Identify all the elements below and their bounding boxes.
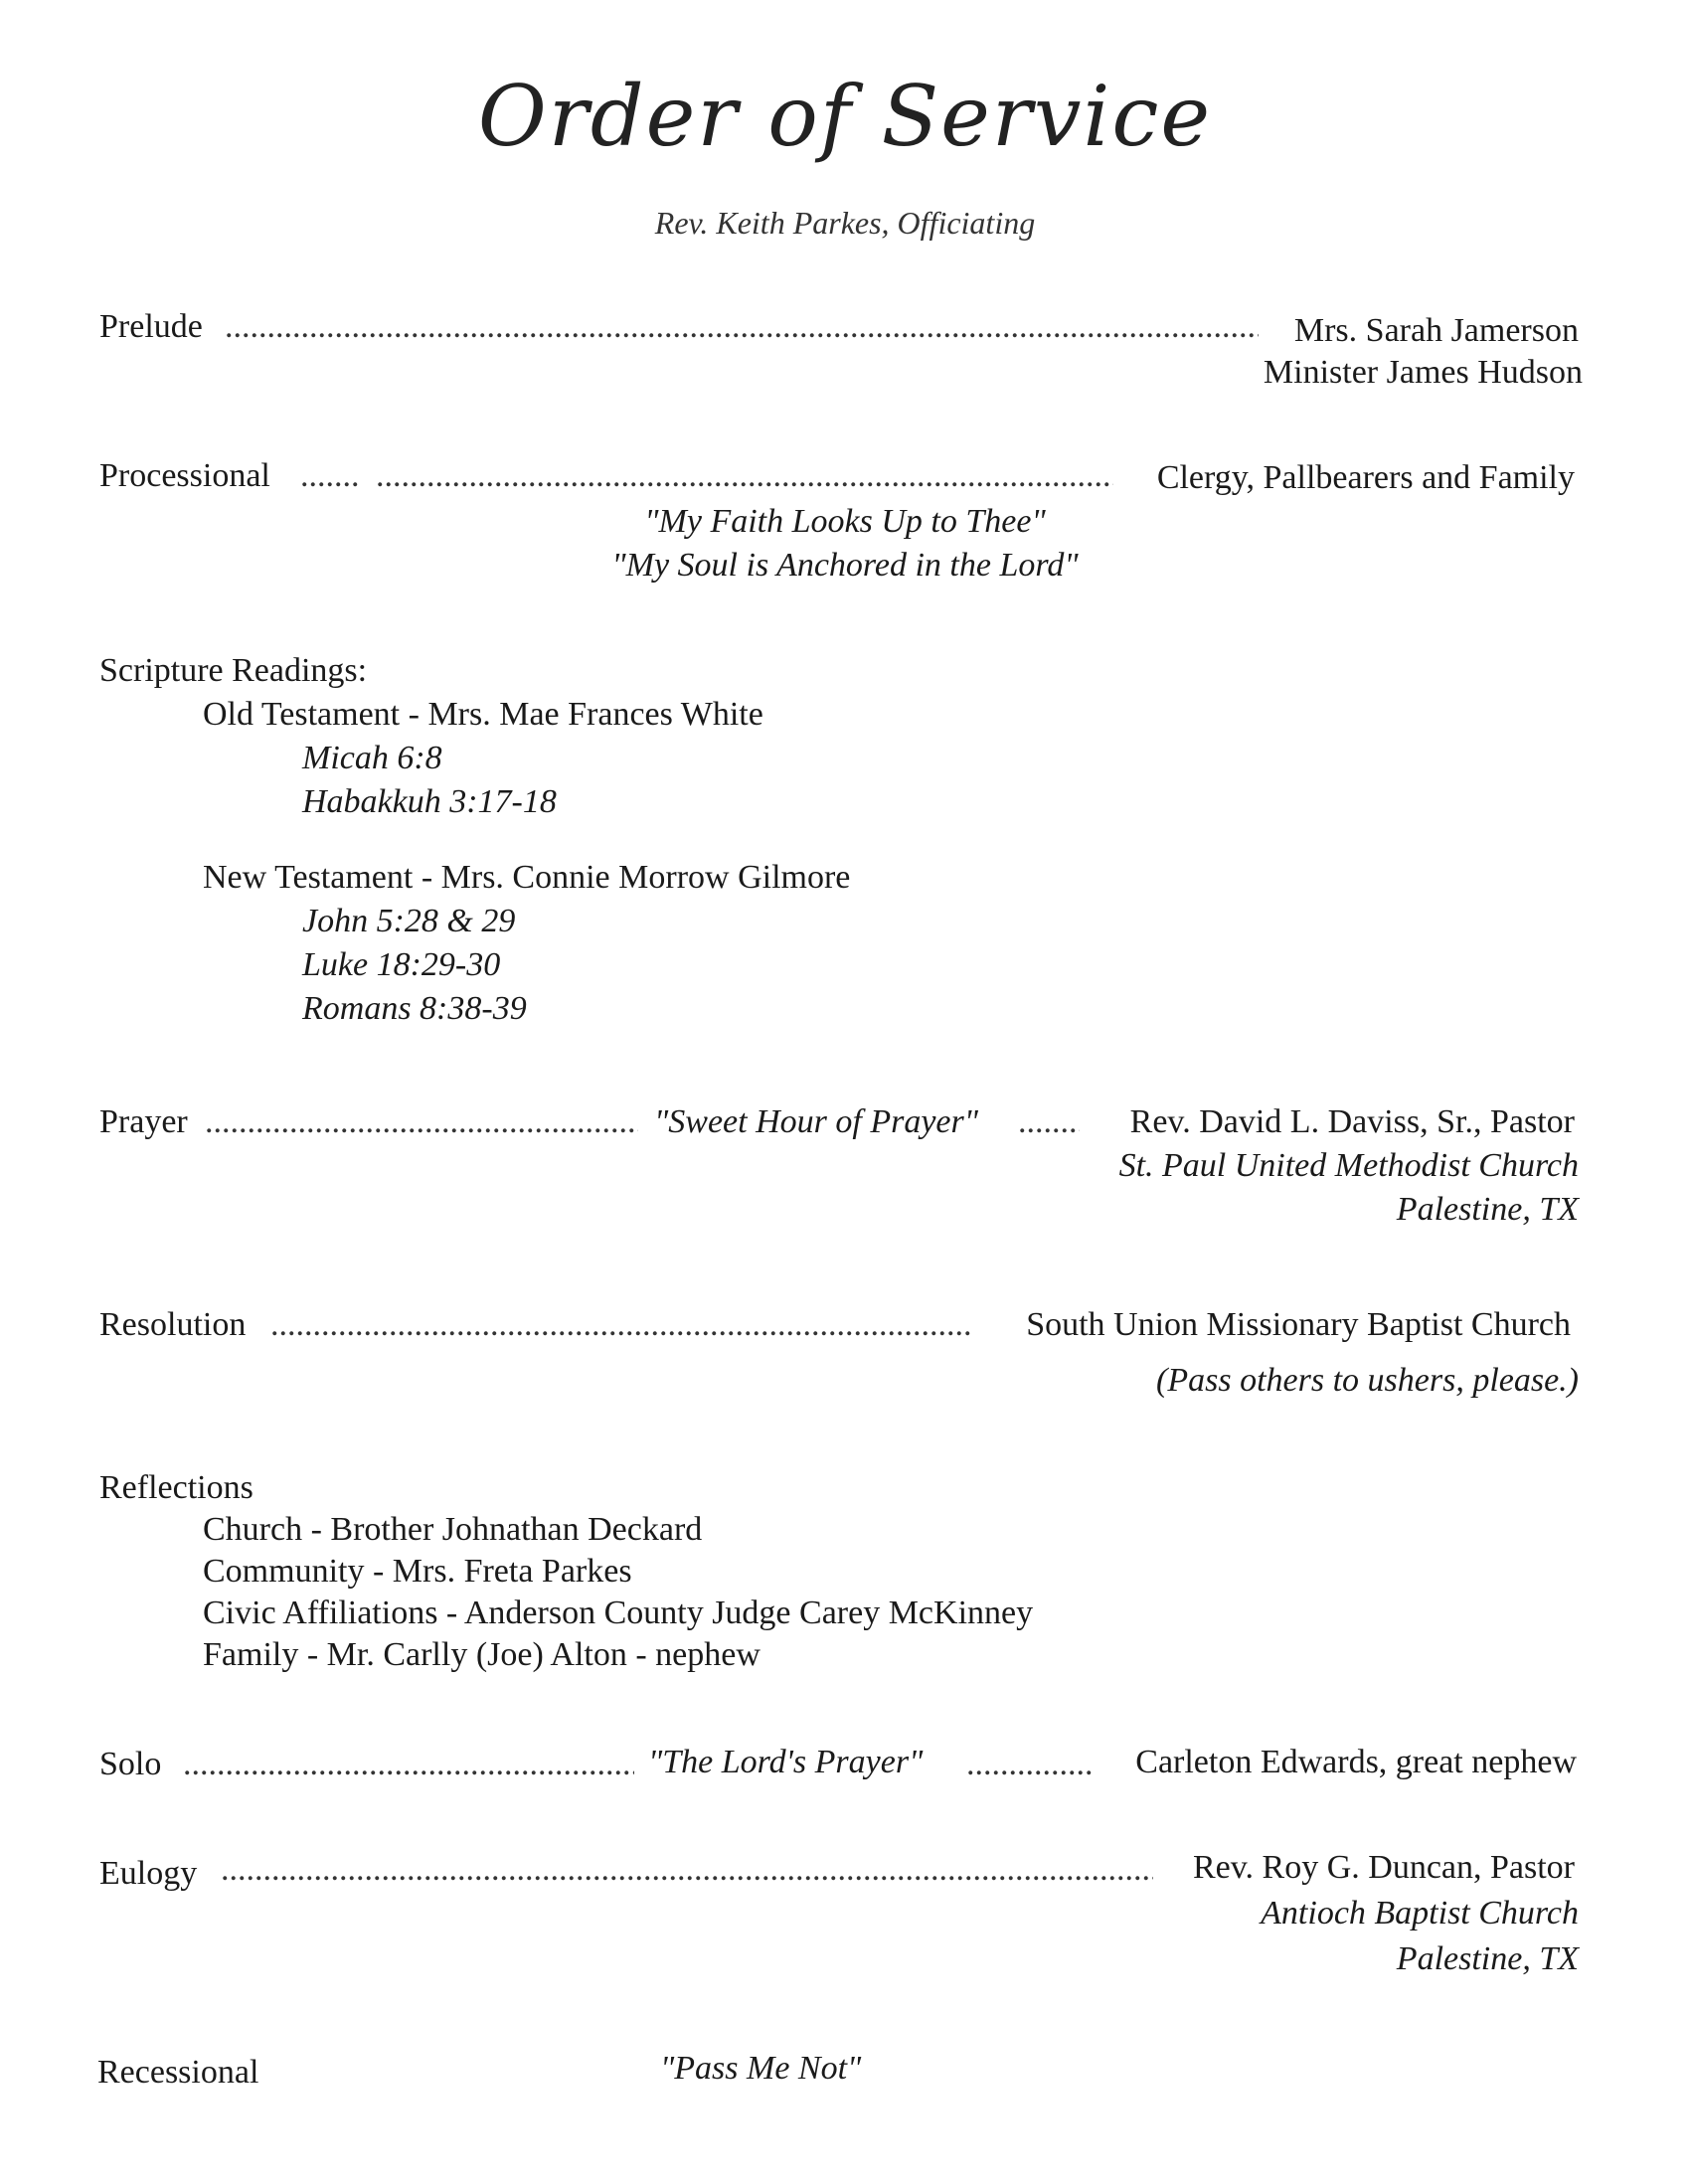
- new-testament-passage-3: Romans 8:38-39: [302, 990, 527, 1027]
- resolution-note: (Pass others to ushers, please.): [1156, 1362, 1579, 1399]
- recessional-label: Recessional: [97, 2054, 259, 2091]
- processional-leader-dots-short: [300, 459, 358, 493]
- prelude-performer-1: Mrs. Sarah Jamerson: [1293, 312, 1579, 349]
- old-testament-reader: Old Testament - Mrs. Mae Frances White: [203, 696, 763, 733]
- new-testament-passage-2: Luke 18:29-30: [302, 946, 501, 983]
- processional-hymn-1: "My Faith Looks Up to Thee": [644, 503, 1046, 540]
- eulogy-speaker: Rev. Roy G. Duncan, Pastor: [1192, 1849, 1575, 1886]
- processional-participants: Clergy, Pallbearers and Family: [1156, 459, 1575, 496]
- processional-leader-dots: [376, 459, 1113, 493]
- prayer-label: Prayer: [99, 1103, 188, 1140]
- reflections-label: Reflections: [99, 1469, 254, 1506]
- officiant-line: Rev. Keith Parkes, Officiating: [654, 205, 1036, 241]
- eulogy-church: Antioch Baptist Church: [1261, 1895, 1579, 1932]
- prayer-city: Palestine, TX: [1396, 1191, 1579, 1228]
- resolution-by: South Union Missionary Baptist Church: [1026, 1306, 1571, 1343]
- page-title: Order of Service: [477, 68, 1213, 165]
- old-testament-passage-2: Habakkuh 3:17-18: [302, 783, 557, 820]
- scripture-label: Scripture Readings:: [99, 652, 368, 689]
- prelude-performer-2: Minister James Hudson: [1263, 354, 1583, 391]
- solo-label: Solo: [99, 1746, 162, 1782]
- reflection-item: Church - Brother Johnathan Deckard: [203, 1511, 703, 1548]
- eulogy-leader-dots: [221, 1853, 1153, 1887]
- prayer-leader-dots-2: [1018, 1105, 1080, 1139]
- solo-performer: Carleton Edwards, great nephew: [1135, 1744, 1577, 1780]
- solo-leader-dots-2: [966, 1748, 1092, 1781]
- processional-hymn-2: "My Soul is Anchored in the Lord": [611, 547, 1079, 584]
- reflection-item: Community - Mrs. Freta Parkes: [203, 1553, 632, 1590]
- old-testament-passage-1: Micah 6:8: [302, 740, 442, 776]
- reflection-item: Family - Mr. Carlly (Joe) Alton - nephew: [203, 1636, 760, 1673]
- resolution-leader-dots: [270, 1308, 970, 1342]
- new-testament-passage-1: John 5:28 & 29: [302, 903, 516, 939]
- prelude-label: Prelude: [99, 308, 203, 345]
- prelude-leader-dots: [225, 310, 1259, 344]
- solo-song: "The Lord's Prayer": [648, 1744, 924, 1780]
- prayer-hymn: "Sweet Hour of Prayer": [654, 1103, 979, 1140]
- solo-leader-dots-1: [183, 1748, 634, 1781]
- new-testament-reader: New Testament - Mrs. Connie Morrow Gilmore: [203, 859, 851, 896]
- prayer-church: St. Paul United Methodist Church: [1118, 1147, 1579, 1184]
- prayer-officiant: Rev. David L. Daviss, Sr., Pastor: [1129, 1103, 1575, 1140]
- resolution-label: Resolution: [99, 1306, 247, 1343]
- prayer-leader-dots-1: [205, 1105, 638, 1139]
- processional-label: Processional: [99, 457, 270, 494]
- recessional-hymn: "Pass Me Not": [660, 2050, 862, 2087]
- eulogy-city: Palestine, TX: [1396, 1940, 1579, 1977]
- eulogy-label: Eulogy: [99, 1855, 198, 1892]
- reflection-item: Civic Affiliations - Anderson County Judge Carey McKinney: [203, 1595, 1034, 1631]
